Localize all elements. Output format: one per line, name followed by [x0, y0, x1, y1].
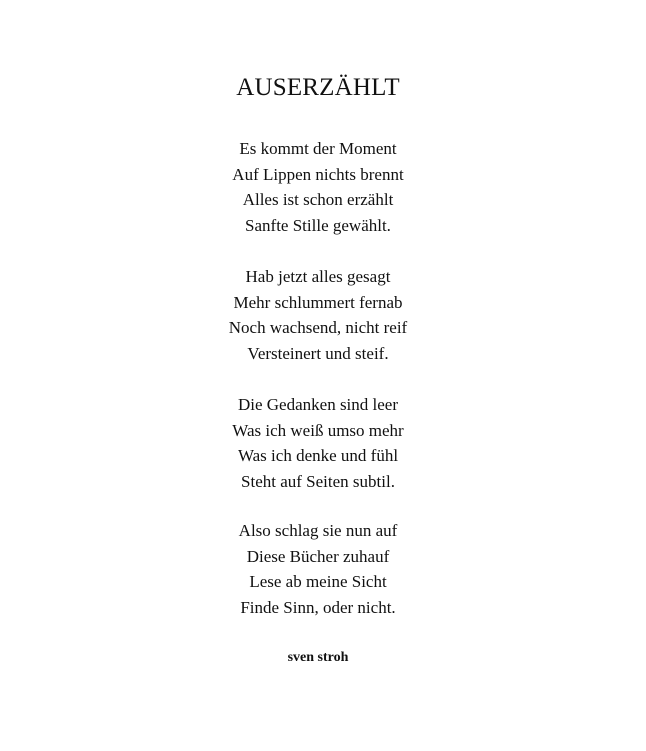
- poem-line: Hab jetzt alles gesagt: [245, 267, 391, 286]
- stanza-2: [0, 264, 636, 366]
- poem-line: Sanfte Stille gewählt.: [245, 215, 391, 235]
- poem-line: Lese ab meine Sicht: [249, 572, 387, 592]
- poem-line: Steht auf Seiten subtil.: [241, 471, 395, 491]
- poem-line: Es kommt der Moment: [239, 139, 397, 158]
- poem-line: Alles ist schon erzählt: [242, 190, 394, 210]
- poem-line: Diese Bücher zuhauf: [246, 546, 390, 566]
- poem-line: Was ich weiß umso mehr: [232, 420, 404, 440]
- poem-line: Versteinert und steif.: [247, 343, 389, 363]
- poem-line: Also schlag sie nun auf: [238, 521, 398, 540]
- poem-line: Auf Lippen nichts brennt: [232, 164, 404, 184]
- poem-line: Die Gedanken sind leer: [237, 395, 399, 414]
- stanza-3: [0, 392, 636, 494]
- poem-author: sven stroh: [287, 650, 349, 665]
- poem-line: Was ich denke und fühl: [237, 446, 399, 466]
- poem-line: Mehr schlummert fernab: [233, 292, 403, 312]
- poem-line: Noch wachsend, nicht reif: [228, 318, 408, 338]
- poem-line: Finde Sinn, oder nicht.: [240, 597, 396, 617]
- poem-title: AUSERZÄHLT: [236, 74, 400, 101]
- stanza-4: [0, 518, 636, 620]
- stanza-1: [0, 136, 636, 238]
